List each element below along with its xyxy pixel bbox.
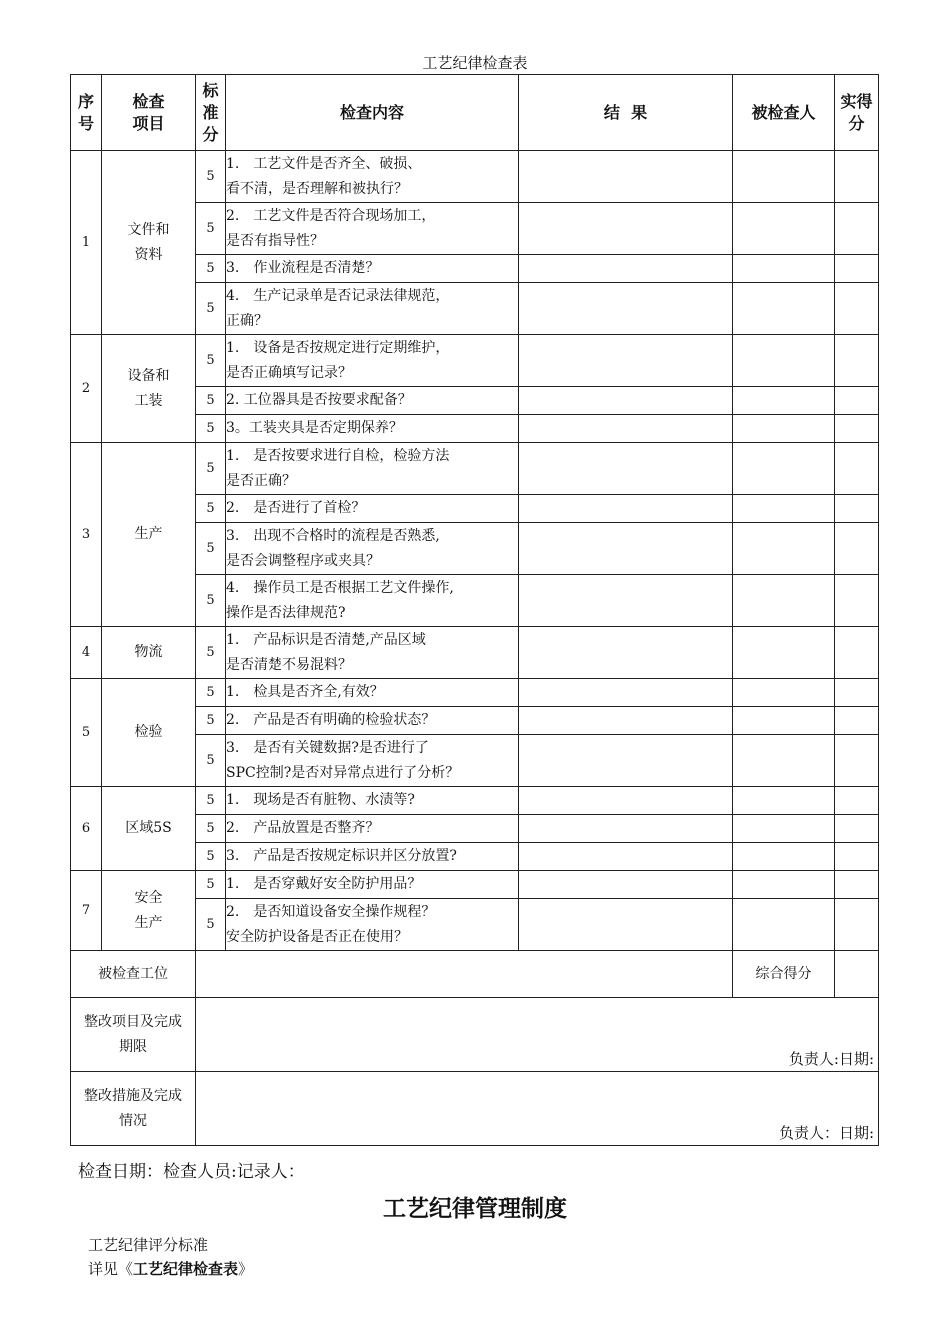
inspected-person-cell[interactable]	[733, 627, 835, 679]
inspected-person-cell[interactable]	[733, 815, 835, 843]
actual-score-cell[interactable]	[835, 443, 879, 495]
check-content	[226, 787, 519, 815]
check-content	[226, 255, 519, 283]
content-line: 是否正确？	[226, 472, 296, 489]
category-line: 物流	[134, 644, 163, 660]
content-line: 2. 工位器具是否按要求配备？	[226, 392, 412, 408]
header-row	[71, 75, 879, 151]
result-cell[interactable]	[519, 679, 733, 707]
category-line: 文件和	[127, 221, 170, 238]
content-line: 2. 是否进行了首检？	[226, 500, 366, 516]
standard-score: 5	[196, 871, 226, 899]
result-cell[interactable]	[519, 523, 733, 575]
result-cell[interactable]	[519, 255, 733, 283]
result-cell[interactable]	[519, 627, 733, 679]
standard-score: 5	[196, 899, 226, 951]
inspection-body	[71, 151, 879, 951]
standard-score: 5	[196, 815, 226, 843]
content-line: 是否正确填写记录？	[226, 364, 352, 381]
result-cell[interactable]	[519, 151, 733, 203]
inspected-person-cell[interactable]	[733, 495, 835, 523]
standard-score: 5	[196, 707, 226, 735]
content-line: 操作是否法律规范?	[226, 604, 346, 621]
result-cell[interactable]	[519, 735, 733, 787]
content-line: 1. 设备是否按规定进行定期维护，	[226, 339, 450, 356]
check-content	[226, 387, 519, 415]
result-cell[interactable]	[519, 707, 733, 735]
inspected-person-cell[interactable]	[733, 443, 835, 495]
standard-score: 5	[196, 679, 226, 707]
actual-score-cell[interactable]	[835, 151, 879, 203]
section-number: 5	[71, 679, 102, 787]
content-line: 1. 产品标识是否清楚,产品区域	[226, 631, 426, 648]
inspected-person-cell[interactable]	[733, 523, 835, 575]
rectify-measures-cell[interactable]	[196, 1072, 879, 1146]
check-content	[226, 415, 519, 443]
content-line: 3. 产品是否按规定标识并区分放置?	[226, 848, 457, 864]
check-content	[226, 203, 519, 255]
standard-score: 5	[196, 575, 226, 627]
standard-score: 5	[196, 495, 226, 523]
check-content	[226, 899, 519, 951]
check-content	[226, 679, 519, 707]
inspected-person-cell[interactable]	[733, 871, 835, 899]
inspected-person-cell[interactable]	[733, 415, 835, 443]
inspected-person-cell[interactable]	[733, 203, 835, 255]
section-category	[102, 679, 196, 787]
scoring-standard-title: 工艺纪律评分标准	[88, 1236, 209, 1254]
standard-score: 5	[196, 843, 226, 871]
table-row	[71, 679, 879, 707]
inspected-person-cell[interactable]	[733, 335, 835, 387]
content-line: 1. 检具是否齐全,有效？	[226, 684, 384, 700]
check-content	[226, 151, 519, 203]
standard-score: 5	[196, 283, 226, 335]
inspected-person-cell[interactable]	[733, 679, 835, 707]
inspected-person-cell[interactable]	[733, 151, 835, 203]
category-line: 生产	[134, 526, 163, 542]
section-number: 1	[71, 151, 102, 335]
result-cell[interactable]	[519, 495, 733, 523]
content-line: 3. 是否有关键数据?是否进行了	[226, 739, 429, 756]
check-content	[226, 815, 519, 843]
content-line: 2. 是否知道设备安全操作规程？	[226, 903, 436, 920]
footer-body	[71, 951, 879, 1146]
total-score-label: 综合得分	[733, 951, 835, 998]
actual-score-cell[interactable]	[835, 871, 879, 899]
table-title: 工艺纪律检查表	[422, 54, 528, 72]
actual-score-cell[interactable]	[835, 415, 879, 443]
actual-score-cell[interactable]	[835, 335, 879, 387]
actual-score-cell[interactable]	[835, 575, 879, 627]
result-cell[interactable]	[519, 415, 733, 443]
actual-score-cell[interactable]	[835, 843, 879, 871]
standard-score: 5	[196, 443, 226, 495]
content-line: 3. 作业流程是否清楚？	[226, 260, 380, 276]
content-line: 安全防护设备是否正在使用？	[226, 928, 408, 945]
standard-score: 5	[196, 151, 226, 203]
result-cell[interactable]	[519, 815, 733, 843]
inspected-person-cell[interactable]	[733, 843, 835, 871]
content-line: 2. 产品放置是否整齐？	[226, 820, 380, 836]
content-line: 3. 出现不合格时的流程是否熟悉,	[226, 527, 440, 544]
inspected-person-cell[interactable]	[733, 899, 835, 951]
section-number: 2	[71, 335, 102, 443]
header-no: 序 号	[71, 75, 102, 151]
header-standard-score: 标 准 分	[196, 75, 226, 151]
result-cell[interactable]	[519, 283, 733, 335]
rectify-measures-sign: 负责人：日期:	[778, 1124, 874, 1142]
table-row	[71, 335, 879, 387]
rectify-items-cell[interactable]	[196, 998, 879, 1072]
section-number: 4	[71, 627, 102, 679]
check-content	[226, 871, 519, 899]
inspected-person-cell[interactable]	[733, 735, 835, 787]
system-title: 工艺纪律管理制度	[383, 1196, 567, 1222]
standard-score: 5	[196, 735, 226, 787]
header-result: 结 果	[519, 75, 733, 151]
standard-score: 5	[196, 387, 226, 415]
category-line: 生产	[134, 914, 163, 931]
result-cell[interactable]	[519, 335, 733, 387]
table-row	[71, 787, 879, 815]
check-content	[226, 575, 519, 627]
inspected-person-cell[interactable]	[733, 787, 835, 815]
content-line: 2. 工艺文件是否符合现场加工，	[226, 207, 436, 224]
inspection-table	[70, 74, 879, 1146]
category-line: 区域5S	[125, 820, 172, 836]
station-value-cell[interactable]	[196, 951, 733, 998]
content-line: 1. 工艺文件是否齐全、破损、	[226, 155, 422, 172]
total-score-cell[interactable]	[835, 951, 879, 998]
actual-score-cell[interactable]	[835, 523, 879, 575]
actual-score-cell[interactable]	[835, 679, 879, 707]
header-inspected: 被检查人	[733, 75, 835, 151]
check-content	[226, 335, 519, 387]
section-category	[102, 787, 196, 871]
actual-score-cell[interactable]	[835, 787, 879, 815]
content-line: 正确？	[226, 312, 268, 329]
header-category: 检查 项目	[102, 75, 196, 151]
result-cell[interactable]	[519, 203, 733, 255]
check-content	[226, 283, 519, 335]
actual-score-cell[interactable]	[835, 899, 879, 951]
inspected-person-cell[interactable]	[733, 255, 835, 283]
standard-score: 5	[196, 787, 226, 815]
section-category	[102, 627, 196, 679]
category-line: 安全	[134, 889, 163, 906]
content-line: 4. 操作员工是否根据工艺文件操作,	[226, 579, 454, 596]
content-line: 看不清，是否理解和被执行？	[226, 180, 408, 197]
inspected-person-cell[interactable]	[733, 575, 835, 627]
section-number: 3	[71, 443, 102, 627]
inspected-person-cell[interactable]	[733, 387, 835, 415]
check-content	[226, 495, 519, 523]
actual-score-cell[interactable]	[835, 495, 879, 523]
result-cell[interactable]	[519, 843, 733, 871]
content-line: 1. 是否穿戴好安全防护用品？	[226, 876, 422, 892]
reference-line: 详见《工艺纪律检查表》	[88, 1260, 254, 1278]
inspected-person-cell[interactable]	[733, 283, 835, 335]
section-category	[102, 443, 196, 627]
station-row	[71, 951, 879, 998]
standard-score: 5	[196, 255, 226, 283]
category-line: 设备和	[127, 367, 170, 384]
result-cell[interactable]	[519, 443, 733, 495]
content-line: 是否会调整程序或夹具？	[226, 552, 380, 569]
section-category	[102, 151, 196, 335]
rectify-measures-label: 整改措施及完成 情况	[71, 1072, 196, 1146]
table-row	[71, 443, 879, 495]
standard-score: 5	[196, 415, 226, 443]
actual-score-cell[interactable]	[835, 255, 879, 283]
check-content	[226, 627, 519, 679]
content-line: 是否有指导性？	[226, 232, 324, 249]
category-line: 资料	[134, 246, 163, 263]
table-row	[71, 627, 879, 679]
rectify-items-row	[71, 998, 879, 1072]
section-category	[102, 335, 196, 443]
station-label: 被检查工位	[71, 951, 196, 998]
standard-score: 5	[196, 627, 226, 679]
section-number: 7	[71, 871, 102, 951]
inspected-person-cell[interactable]	[733, 707, 835, 735]
check-content	[226, 735, 519, 787]
result-cell[interactable]	[519, 387, 733, 415]
content-line: 1. 是否按要求进行自检，检验方法	[226, 447, 450, 464]
content-line: 4. 生产记录单是否记录法律规范，	[226, 287, 450, 304]
content-line: SPC控制?是否对异常点进行了分析？	[226, 764, 460, 781]
actual-score-cell[interactable]	[835, 283, 879, 335]
rectify-items-label: 整改项目及完成 期限	[71, 998, 196, 1072]
result-cell[interactable]	[519, 899, 733, 951]
actual-score-cell[interactable]	[835, 203, 879, 255]
section-category	[102, 871, 196, 951]
content-line: 2. 产品是否有明确的检验状态？	[226, 712, 436, 728]
actual-score-cell[interactable]	[835, 815, 879, 843]
inspection-info-line: 检查日期：检查人员:记录人：	[78, 1162, 305, 1182]
table-row	[71, 871, 879, 899]
rectify-items-sign: 负责人:日期:	[788, 1050, 874, 1068]
actual-score-cell[interactable]	[835, 627, 879, 679]
category-line: 工装	[134, 392, 163, 409]
category-line: 检验	[134, 724, 163, 740]
actual-score-cell[interactable]	[835, 735, 879, 787]
content-line: 1. 现场是否有脏物、水渍等?	[226, 792, 415, 808]
result-cell[interactable]	[519, 787, 733, 815]
result-cell[interactable]	[519, 575, 733, 627]
standard-score: 5	[196, 523, 226, 575]
content-line: 是否清楚不易混料？	[226, 656, 352, 673]
standard-score: 5	[196, 335, 226, 387]
actual-score-cell[interactable]	[835, 387, 879, 415]
check-content	[226, 843, 519, 871]
standard-score: 5	[196, 203, 226, 255]
header-content: 检查内容	[226, 75, 519, 151]
rectify-measures-row	[71, 1072, 879, 1146]
actual-score-cell[interactable]	[835, 707, 879, 735]
result-cell[interactable]	[519, 871, 733, 899]
check-content	[226, 443, 519, 495]
check-content	[226, 707, 519, 735]
section-number: 6	[71, 787, 102, 871]
header-actual-score: 实得 分	[835, 75, 879, 151]
content-line: 3。工装夹具是否定期保养？	[226, 420, 403, 436]
table-row	[71, 151, 879, 203]
check-content	[226, 523, 519, 575]
